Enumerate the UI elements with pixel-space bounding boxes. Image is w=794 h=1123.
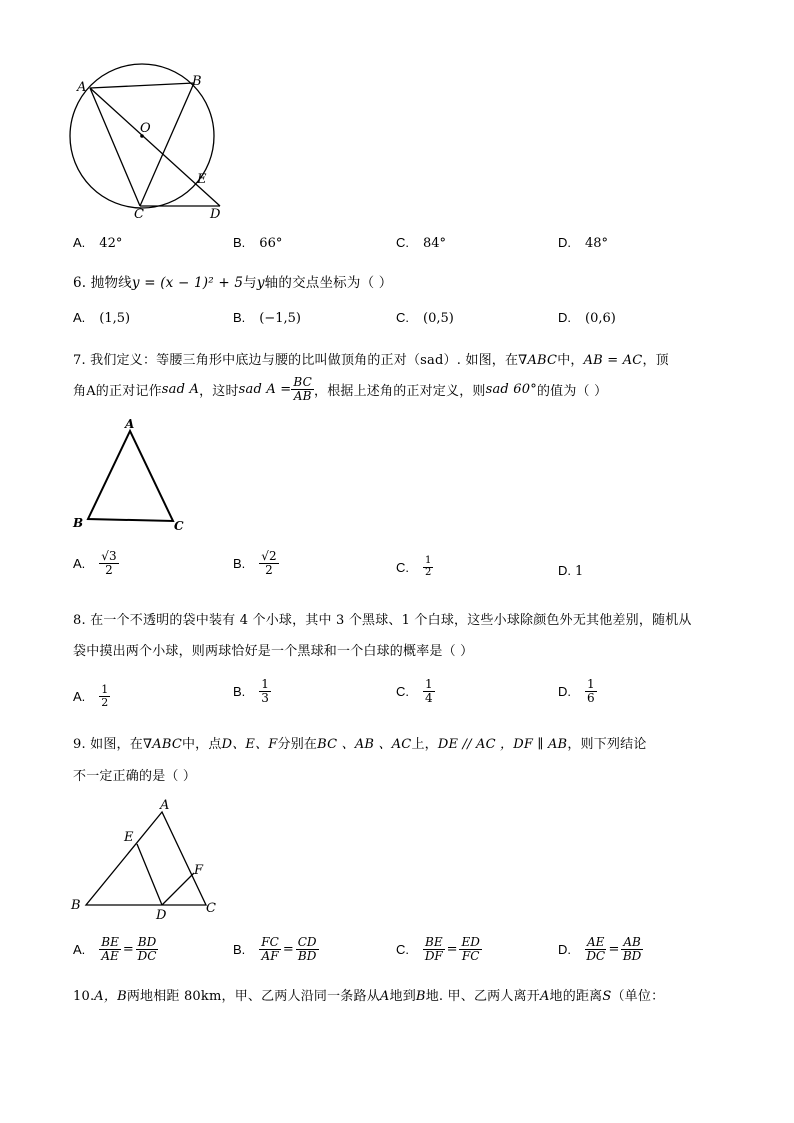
q6-option-c[interactable] [396,310,454,326]
sqrt-symbol: √ [101,549,109,563]
q9-text-1c: 分别在 [277,737,318,752]
q7-triangle-figure [68,415,198,535]
frac-num [259,550,278,564]
option-text: 1 [575,564,584,579]
option-text: 42° [99,236,123,251]
q7-text-2b: ，这时 [199,383,239,399]
q8-option-c[interactable] [396,678,435,704]
frac-num: BE [425,935,443,949]
q8-option-b[interactable] [233,678,271,704]
q10-text-d: 地到 [389,989,416,1004]
frac-num: AE [587,935,605,949]
option-label: C. [396,235,409,250]
q5-label-a: A [77,80,87,95]
right-fraction [136,936,158,962]
q10-points-ab: A，B [94,989,127,1004]
frac-num: BD [137,935,157,949]
q8-option-a[interactable] [73,684,110,708]
q5-line-ac [90,88,140,206]
frac-den: AE [101,948,119,963]
q5-circle-figure [60,60,240,230]
option-text: 66° [259,236,283,251]
q7-fraction [291,376,314,402]
right-fraction [621,936,642,962]
q9-text-1d: 上， [411,737,438,752]
q5-line-ab [90,83,194,88]
q5-line-bc [140,83,194,206]
q8-stem-line2 [73,640,473,659]
option-fraction [99,550,118,576]
option-label: B. [233,683,246,699]
frac-num: 1 [587,677,595,691]
q10-point-a2: A [539,989,550,1004]
frac-num: BE [101,935,119,949]
option-label: C. [396,559,409,575]
option-label: C. [396,941,409,957]
q5-line-ad [90,88,220,206]
q9-segment-df [162,873,194,905]
option-label: B. [233,235,246,250]
q9-option-a[interactable] [73,936,158,962]
q6-text-c: 轴的交点坐标为（ ） [264,275,393,291]
q7-label-c: C [174,519,184,533]
q6-var: y [256,275,265,291]
option-text: (0,5) [423,311,454,326]
q5-option-b[interactable] [233,235,282,251]
q6-formula: y = (x − 1)² + 5 [131,275,244,291]
q5-option-d[interactable] [558,235,608,251]
q7-option-c[interactable] [396,556,433,578]
option-label: A. [73,310,86,325]
q7-triangle-shape [88,431,173,521]
option-fraction [423,556,433,578]
frac-den: DC [586,948,606,963]
option-label: B. [233,941,246,957]
option-label: A. [73,555,86,571]
q7-sad-a-eq: sad A = [238,381,292,397]
q6-number: 6. [73,275,87,291]
q9-label-e: E [124,830,134,845]
option-label: A. [73,941,86,957]
option-fraction [99,684,110,708]
q9-option-d[interactable] [558,936,643,962]
frac-num: AB [623,935,641,949]
q8-number: 8. [73,613,86,628]
option-label: D. [558,310,571,325]
frac-num: 1 [425,677,433,691]
q9-condition: DE // AC ，DF ∥ AB [437,737,568,752]
q7-stem-line1 [73,349,669,368]
equals-sign: = [446,941,458,957]
q9-points: D、E、F [221,737,278,752]
option-label: B. [233,310,246,325]
q7-text-1b: 中， [557,353,584,368]
equals-sign: = [122,941,134,957]
q9-text-1e: ，则下列结论 [567,737,647,752]
q9-label-b: B [71,898,81,913]
frac-num: ED [461,935,480,949]
frac-num: 1 [261,677,269,691]
q10-stem [73,985,664,1004]
q10-text-b: 两地相距 80km，甲、乙两人沿同一条路从 [126,989,380,1004]
frac-den: 3 [261,690,269,705]
q9-triangle-abc [86,812,206,905]
frac-num [99,550,118,564]
right-fraction [459,936,481,962]
q10-text-j: （单位： [611,989,665,1004]
q9-sides: BC 、AB 、AC [317,737,412,752]
sqrt-radicand: 3 [108,549,117,563]
option-label: C. [396,683,409,699]
q5-option-a[interactable] [73,235,122,251]
option-label: D. [558,235,571,250]
q6-option-a[interactable] [73,310,130,326]
option-text: 84° [423,236,447,251]
option-fraction [585,678,597,704]
q7-frac-num: BC [293,375,312,389]
q9-segment-de [137,844,162,905]
q5-label-c: C [134,207,144,222]
option-label: C. [396,310,409,325]
q9-label-c: C [206,901,216,916]
q9-triangle: ∇ABC [142,737,182,752]
option-fraction [259,550,278,576]
q7-sad-a: sad A [161,381,200,397]
option-label: B. [233,555,246,571]
q6-option-d[interactable] [558,310,616,326]
option-fraction [423,678,435,704]
q7-label-a: A [125,417,135,431]
option-label: A. [73,235,86,250]
frac-den: DC [137,948,157,963]
q7-text-2d: 的值为（ ） [536,383,608,399]
q7-option-d[interactable] [558,563,583,579]
q10-text-h: 地的距离 [549,989,603,1004]
q10-number: 10. [73,989,95,1004]
frac-den: 2 [425,566,432,578]
q8-stem-line1 [73,609,692,628]
frac-num: CD [297,935,317,949]
q9-stem-line2 [73,765,196,784]
q7-option-a[interactable] [73,550,119,576]
q7-text-2c: ，根据上述角的正对定义，则 [314,383,486,399]
frac-num: 1 [101,683,109,696]
q9-text-1b: 中，点 [181,737,222,752]
q9-stem-line1 [73,733,647,752]
equals-sign: = [282,941,294,957]
left-fraction [423,936,445,962]
q5-option-c[interactable] [396,235,446,251]
q9-label-d: D [156,908,167,923]
option-text: 48° [585,236,609,251]
q10-point-b: B [415,989,426,1004]
q5-label-e: E [197,172,207,187]
frac-den: FC [461,948,480,963]
left-fraction [99,936,121,962]
q8-option-d[interactable] [558,678,597,704]
frac-den: BD [622,948,642,963]
frac-den: DF [424,948,443,963]
option-label: D. [558,563,571,578]
q6-text-b: 与 [243,275,257,291]
frac-den: BD [297,948,317,963]
q9-triangle-figure [66,795,236,925]
frac-den: AF [261,948,279,963]
q5-label-d: D [210,207,221,222]
q7-label-b: B [73,516,84,530]
frac-den: 2 [101,695,109,709]
q7-option-b[interactable] [233,550,279,576]
frac-num: 1 [425,555,432,566]
q9-text-1a: 如图，在 [90,737,143,752]
q10-point-a: A [379,989,390,1004]
q6-option-b[interactable] [233,310,301,326]
q7-frac-den: AB [293,388,312,403]
q8-text-2: 袋中摸出两个小球，则两球恰好是一个黑球和一个白球的概率是（ ） [73,644,474,659]
q9-option-b[interactable] [233,936,319,962]
right-fraction [296,936,319,962]
q6-text: 抛物线 [90,275,132,291]
q7-number: 7. [73,353,86,368]
left-fraction [585,936,606,962]
q10-var-s: S [602,989,612,1004]
q7-equality: AB = AC [583,353,643,368]
q5-label-b: B [192,74,202,89]
left-fraction [259,936,281,962]
frac-den: 4 [425,690,433,705]
option-label: D. [558,683,571,699]
option-text: (1,5) [99,311,131,326]
q7-triangle: ∇ABC [518,353,558,368]
option-label: A. [73,688,86,704]
q7-stem-line2 [73,376,607,402]
option-label: D. [558,941,571,957]
q9-option-c[interactable] [396,936,482,962]
equals-sign: = [608,941,620,957]
option-fraction [259,678,271,704]
q6-stem [73,271,392,291]
sqrt-radicand: 2 [268,549,277,563]
q10-text-f: 地. 甲、乙两人离开 [425,989,540,1004]
q7-text-1c: ，顶 [642,353,669,368]
q7-sad-60: sad 60° [485,381,537,397]
q9-text-2: 不一定正确的是（ ） [73,769,197,784]
sqrt-symbol: √ [261,549,269,563]
q9-number: 9. [73,737,86,752]
option-text: (0,6) [585,311,616,326]
frac-den: 2 [105,562,113,577]
frac-num: FC [261,935,279,949]
option-text: (−1,5) [259,311,302,326]
q8-text-1: 在一个不透明的袋中装有 4 个小球，其中 3 个黑球、1 个白球，这些小球除颜色外无其他差别，随机从 [90,613,692,628]
q7-text-1a: 我们定义：等腰三角形中底边与腰的比叫做顶角的正对（sad）. 如图，在 [90,353,519,368]
q9-label-a: A [160,798,170,813]
frac-den: 2 [265,562,273,577]
q9-label-f: F [194,863,204,878]
frac-den: 6 [587,690,595,705]
q5-label-o: O [140,121,151,136]
q7-text-2a: 角A的正对记作 [73,383,162,399]
